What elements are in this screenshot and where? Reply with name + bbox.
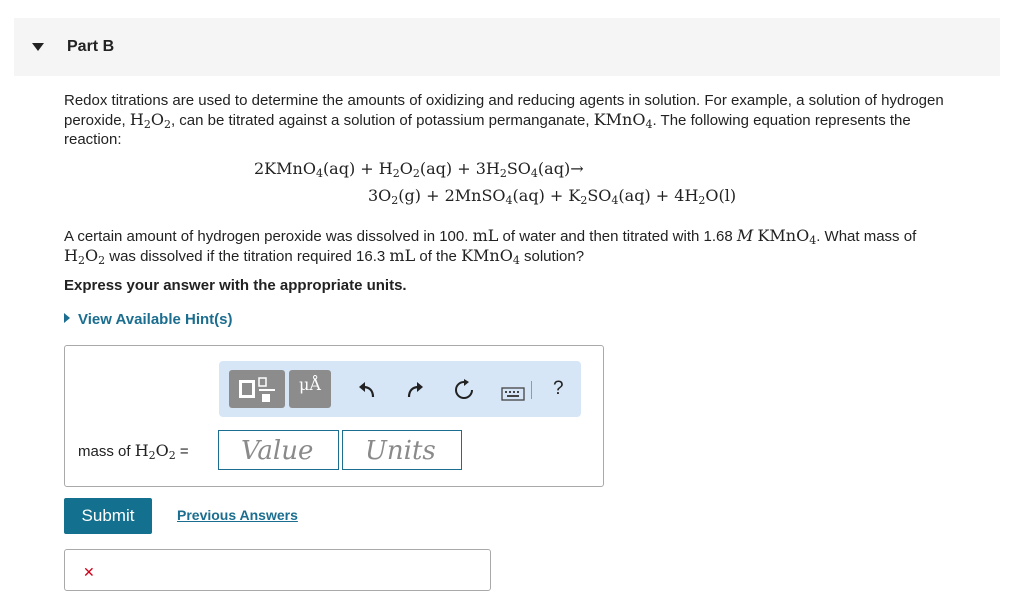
templates-icon [229, 370, 285, 408]
units-input[interactable]: Units [342, 430, 462, 470]
answer-label: mass of $H_2O_2$ = [78, 441, 189, 462]
redo-icon[interactable] [405, 381, 425, 399]
instruction: Express your answer with the appropriate units. [64, 277, 407, 294]
question-intro: Redox titrations are used to determine the amounts of oxidizing and reducing agents in solution. For example, a solution of hydrogen peroxide, $H_2O_2$, can be titrated against a solution of potassium permanganate, KMnO$_4$. The following equation represents the reaction: [64, 92, 944, 148]
undo-icon[interactable] [357, 381, 377, 399]
reset-icon[interactable] [453, 379, 475, 401]
question-body: A certain amount of hydrogen peroxide was dissolved in 100. mL of water and then titrated with 1.68 M KMnO$_4$. What mass of $H_2O_2$ was dissolved if the titration required 16.3 mL of the KMnO$_4$ solution? [64, 226, 917, 267]
value-input[interactable]: Value [218, 430, 339, 470]
toolbar-divider [531, 381, 532, 399]
previous-answers-link[interactable]: Previous Answers [177, 507, 298, 523]
equation-line-1: 2KMnO$_4$(aq) + $H_2O_2(aq) + 3H_2SO_4(aq)\to$ [254, 159, 584, 180]
view-hints-link[interactable]: View Available Hint(s) [64, 311, 233, 328]
feedback-box [64, 549, 491, 591]
units-button[interactable]: μÅ [289, 370, 331, 408]
keyboard-icon[interactable] [501, 387, 525, 401]
formula-kmno4: KMnO$_4$ [593, 110, 653, 131]
templates-button[interactable] [229, 370, 285, 408]
help-icon[interactable]: ? [553, 378, 564, 399]
answer-box [64, 345, 604, 487]
equation-line-2: $3O_2(g)$ + 2MnSO$_4$(aq) + $K_2SO_4(aq) + 4H_2O(l)$ [368, 186, 737, 207]
expand-caret-icon [64, 313, 70, 323]
part-title: Part B [67, 38, 115, 55]
incorrect-mark-icon: ✕ [83, 564, 95, 580]
math-toolbar [219, 361, 581, 417]
collapse-caret-icon[interactable] [32, 43, 44, 51]
submit-button[interactable]: Submit [64, 498, 152, 534]
formula-h2o2: $H_2O_2$ [129, 110, 171, 131]
part-header[interactable] [14, 18, 1000, 76]
